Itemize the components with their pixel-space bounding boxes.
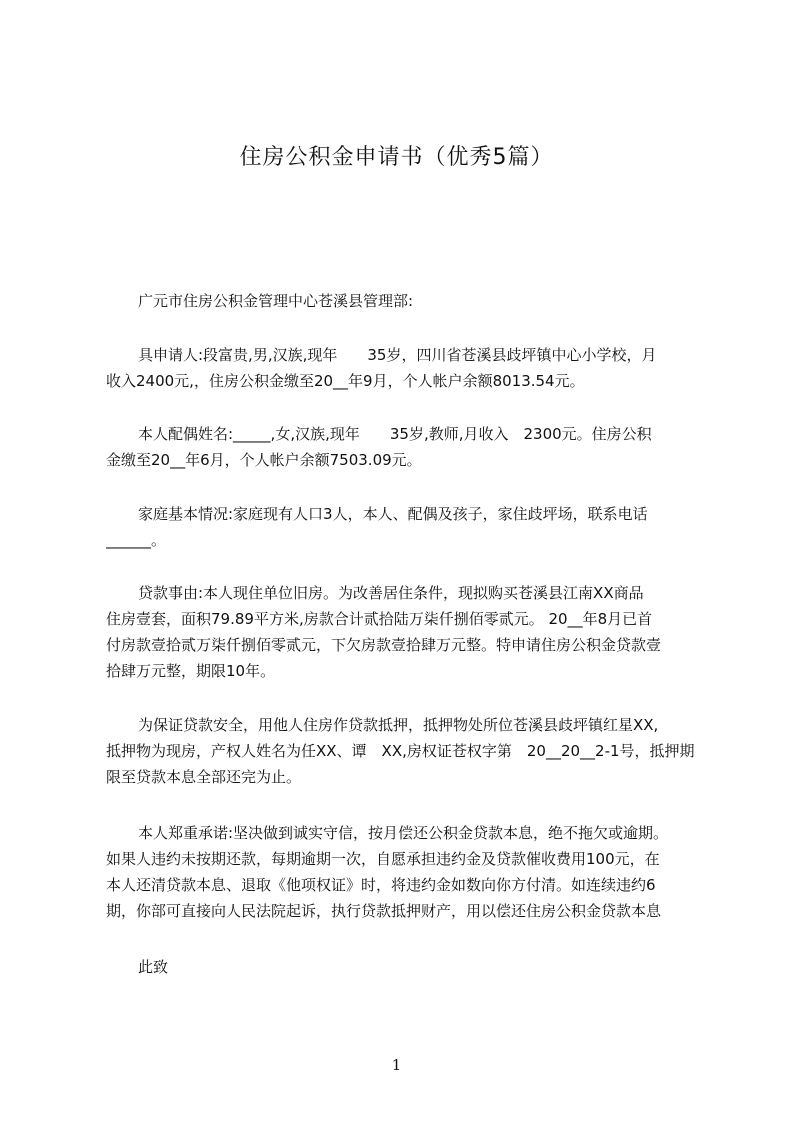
applicant-line: 具申请人:段富贵,男,汉族,现年 35岁，四川省苍溪县歧坪镇中心小学校，月: [138, 346, 657, 364]
guarantee-line: 限至贷款本息全部还完为止。: [106, 768, 302, 786]
family-paragraph: [106, 501, 706, 553]
loan-reason-line: 付房款壹拾贰万柒仟捌佰零贰元，下欠房款壹拾肆万元整。特申请住房公积金贷款壹: [106, 636, 662, 654]
closing-text: 此致: [138, 958, 169, 976]
family-line: ______。: [106, 531, 167, 549]
salutation-text: 广元市住房公积金管理中心苍溪县管理部:: [138, 292, 414, 310]
applicant-line: 收入2400元,，住房公积金缴至20__年9月，个人帐户余额8013.54元。: [106, 372, 585, 390]
guarantee-paragraph: [106, 712, 706, 790]
spouse-paragraph: [106, 421, 706, 473]
spouse-line: 本人配偶姓名:_____,女,汉族,现年 35岁,教师,月收入 2300元。住房公积: [138, 425, 652, 443]
commitment-paragraph: [106, 820, 706, 924]
guarantee-line: 为保证贷款安全，用他人住房作贷款抵押，抵押物处所位苍溪县歧坪镇红星XX,: [138, 716, 659, 734]
commitment-line: 本人还清贷款本息、退取《他项权证》时，将违约金如数向你方付清。如连续违约6: [106, 876, 656, 894]
document-title: 住房公积金申请书（优秀5篇）: [239, 145, 554, 170]
family-line: 家庭基本情况:家庭现有人口3人，本人、配偶及孩子，家住歧坪场，联系电话: [138, 505, 648, 523]
loan-reason-paragraph: [106, 580, 706, 684]
loan-reason-line: 拾肆万元整，期限10年。: [106, 662, 276, 680]
loan-reason-line: 贷款事由:本人现住单位旧房。为改善居住条件，现拟购买苍溪县江南XX商品: [138, 584, 644, 602]
closing-paragraph: [106, 954, 706, 980]
spouse-line: 金缴至20__年6月，个人帐户余额7503.09元。: [106, 451, 422, 469]
commitment-line: 期，你部可直接向人民法院起诉，执行贷款抵押财产，用以偿还住房公积金贷款本息: [106, 902, 662, 920]
guarantee-line: 抵押物为现房，产权人姓名为任XX、谭 XX,房权证苍权字第 20__20__2-1号，抵押期: [106, 742, 695, 760]
applicant-paragraph: [106, 342, 706, 394]
salutation-paragraph: [106, 288, 706, 314]
loan-reason-line: 住房壹套，面积79.89平方米,房款合计贰拾陆万柒仟捌佰零贰元。 20__年8月已首: [106, 610, 653, 628]
commitment-line: 如果人违约未按期还款，每期逾期一次，自愿承担违约金及贷款催收费用100元，在: [106, 850, 660, 868]
commitment-line: 本人郑重承诺:坚决做到诚实守信，按月偿还公积金贷款本息，绝不拖欠或逾期。: [138, 824, 669, 842]
page-number: 1: [391, 1056, 402, 1074]
